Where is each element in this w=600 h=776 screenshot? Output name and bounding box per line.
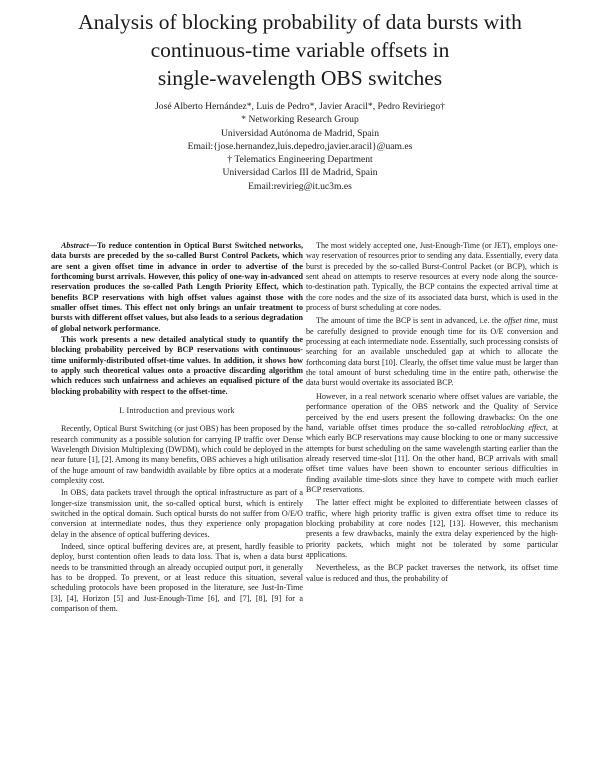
abstract-paragraph — [51, 241, 303, 334]
title-line: continuous-time variable offsets in — [150, 38, 450, 62]
text-run: The amount of time the BCP is sent in advanced, i.e. the — [316, 316, 505, 326]
left-column — [51, 241, 303, 614]
title-line: Analysis of blocking probability of data bursts with — [78, 10, 522, 34]
abstract — [51, 241, 303, 397]
emphasis-term: offset time — [504, 316, 538, 326]
section-heading: I. Introduction and previous work — [119, 406, 235, 416]
affiliation-group: † Telematics Engineering Department — [227, 154, 373, 166]
body-paragraph: Nevertheless, as the BCP packet traverses the network, its offset time value is reduced and thus, the probability of — [306, 563, 558, 583]
abstract-text: —To reduce contention in Optical Burst Switched networks, data bursts are preceded by the so-called Burst Control Packets, which are sent a given offset time in advance in order to advertise of the forthcoming burst arrivals. However, this policy of one-way in-advanced reservation produces the so-called Path Length Priority Effect, which benefits BCP reservations with high offset values against those with smaller offset times. This effect not only brings an unfair treatment to bursts with different offset values, but also leads to a serious degradation of global network performance. — [51, 241, 303, 333]
text-run: , must be carefully designed to provide enough time for its O/E conversion and processing at each intermediate node. Essentially, such processing consists of searching for an available unscheduled gap at which to allocate the forthcoming data burst [10]. Clearly, the offset time value must be larger than the total amount of burst scheduling time in the entire path, otherwise the data burst would overtake its associated BCP. — [306, 316, 558, 388]
abstract-paragraph: This work presents a new detailed analytical study to quantify the blocking probability perceived by BCP reservations with continuous-time uniformly-distributed offset-time values. In addition, it shows how to apply such theoretical values onto a proactive discarding algorithm which reduces such unfairness and achieves an equalised picture of the blocking probability with respect to the offset-time. — [51, 335, 303, 396]
affiliation-email: Email:revirieg@it.uc3m.es — [248, 180, 352, 192]
affiliation-group: * Networking Research Group — [241, 114, 359, 126]
body-paragraph: Recently, Optical Burst Switching (or just OBS) has been proposed by the research community as a possible solution for carrying IP traffic over Dense Wavelength Division Multiplexing (DWDM), which could be deployed in the near future [1], [2]. Among its many benefits, OBS achieves a high utilisation of the huge amount of raw bandwidth available by fibre optics at a moderate complexity cost. — [51, 424, 304, 485]
affiliation-email: Email:{jose.hernandez,luis.depedro,javier.aracil}@uam.es — [187, 140, 413, 152]
text-run: , at which early BCP reservations may cause blocking to one or many successive attempts for burst scheduling on the same wavelength starting earlier than the already reserved time-slot [11]. On the other hand, BCP arrivals with small offset time values have been shown to encounter serious difficulties in finding available time-slots since they have to compete with much earlier BCP reservations. — [306, 422, 558, 494]
body-paragraph — [306, 392, 558, 495]
author-names: José Alberto Hernández*, Luis de Pedro*, Javier Aracil*, Pedro Reviriego† — [155, 101, 445, 112]
body-paragraph: The most widely accepted one, Just-Enough-Time (or JET), employs one-way reservation of resources prior to sending any data. Essentially, every data burst is preceded by the so-called Burst-Control Packet (or BCP), which is sent ahead on attempts to reserve resources at every node along the source-to-destination path. Typically, the BCP contains the expected arrival time at the core nodes and the size of its associated data burst, which is used in the process of burst scheduling at core nodes. — [306, 241, 558, 313]
right-column — [306, 241, 558, 584]
abstract-label: Abstract — [61, 241, 89, 250]
body-paragraph: In OBS, data packets travel through the optical infrastructure as part of a longer-size transmission unit, the so-called optical burst, which is entirely switched in the optical domain. Such optical bursts do not suffer from O/E/O conversion at intermediate nodes, thus they experience only propagation delay in the absence of optical buffering devices. — [51, 488, 303, 539]
author-block — [30, 100, 570, 193]
text-run: However, in a real network scenario where offset values are variable, the performance operation of the OBS network and the Quality of Service perceived by the end users present the following drawbacks: On the one hand, variable offset times produce the so-called — [306, 391, 558, 432]
body-paragraph: The latter effect might be exploited to differentiate between classes of traffic, where high priority traffic is given extra offset time to reduce its blocking probability at core nodes [12], [13]. However, this mechanism presents a few drawbacks, mainly the extra delay experienced by the high-priority packets, which might not be tolerated by some particular applications. — [306, 498, 558, 559]
affiliation-university: Universidad Carlos III de Madrid, Spain — [222, 167, 378, 179]
body-paragraph — [306, 316, 558, 388]
title-line: single-wavelength OBS switches — [157, 66, 443, 90]
body-paragraph: Indeed, since optical buffering devices are, at present, hardly feasible to deploy, burst contention often leads to data loss. That is, when a data burst needs to be transmitted through an already occupied output port, it generally has to be dropped. To prevent, or at least reduce this situation, several scheduling protocols have been proposed in the literature, see Just-In-Time [3], [4], Horizon [5] and Just-Enough-Time [6], and [7], [8], [9] for a comparison of them. — [51, 541, 303, 613]
paper-title — [30, 8, 570, 92]
affiliation-university: Universidad Autónoma de Madrid, Spain — [220, 127, 379, 139]
emphasis-term: retroblocking effect — [480, 422, 546, 432]
